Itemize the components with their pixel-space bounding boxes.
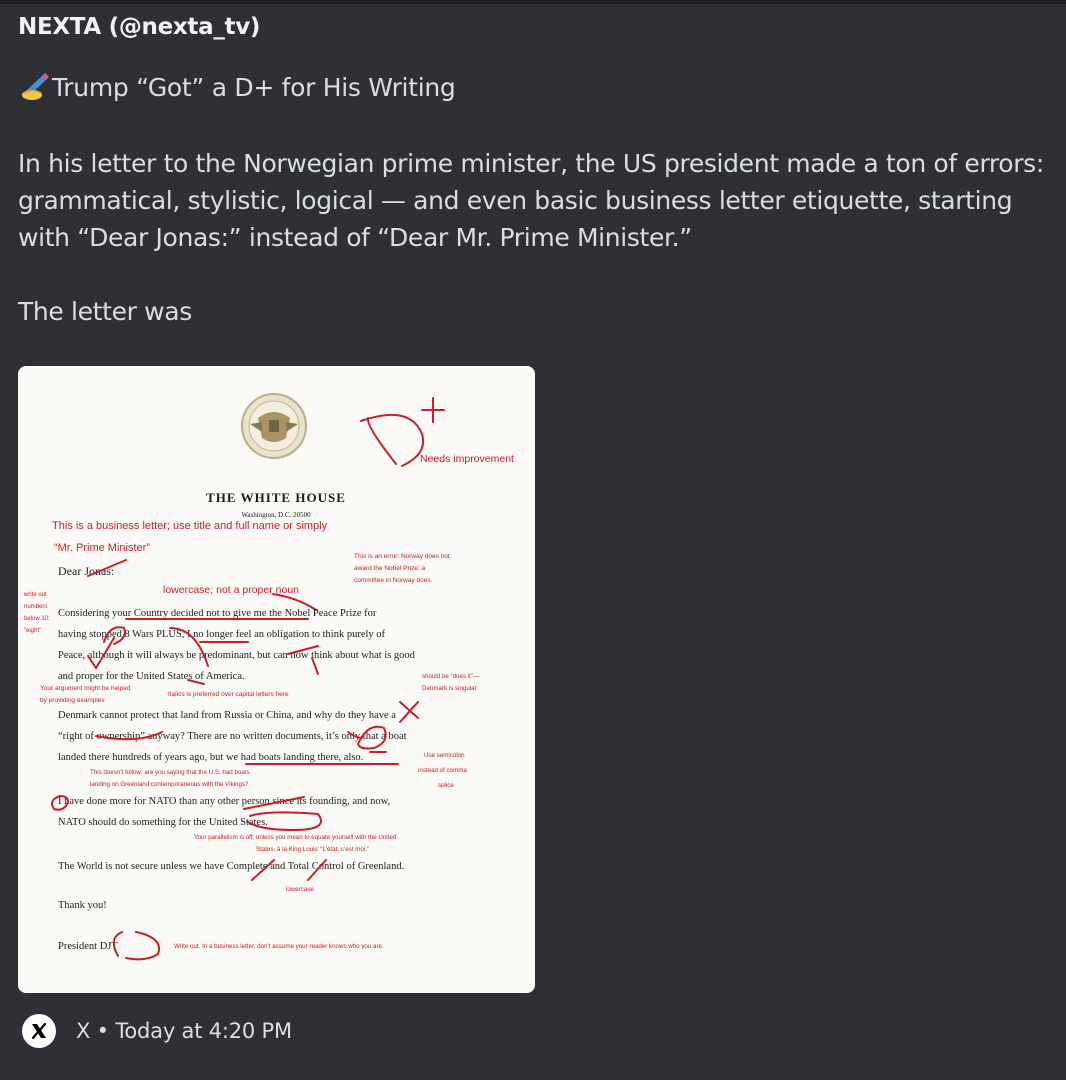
svg-text:lowercase; not a proper noun: lowercase; not a proper noun	[163, 584, 300, 596]
svg-text:should be “does it”—: should be “does it”—	[422, 673, 480, 680]
letter-signature: President DJT	[58, 941, 118, 952]
embed-description	[18, 145, 1048, 330]
embed-title-text: Trump “Got” a D+ for His Writing	[52, 73, 456, 102]
letter-location: Washington, D.C. 20500	[241, 511, 311, 519]
svg-text:award the Nobel Prize; a: award the Nobel Prize; a	[354, 565, 426, 572]
letter-line: I have done more for NATO than any other person since its founding, and now,	[58, 796, 391, 807]
svg-text:Your argument might be helped: Your argument might be helped	[40, 685, 131, 692]
presidential-seal-icon	[242, 394, 306, 458]
svg-text:“eight”: “eight”	[24, 628, 42, 634]
letter-line: “right of ownership” anyway? There are no written documents, it’s only that a boat	[58, 731, 407, 742]
letter-line: having stopped 8 Wars PLUS, I no longer feel an obligation to think purely of	[58, 629, 386, 640]
footer-timestamp: X • Today at 4:20 PM	[76, 1019, 292, 1043]
x-logo-icon	[22, 1014, 56, 1048]
note-business-letter: “Mr. Prime Minister”	[54, 542, 150, 554]
svg-text:landing on Greenland contempor: landing on Greenland contemporaneous with the Vikings?	[90, 781, 249, 788]
svg-text:Denmark is singular: Denmark is singular	[422, 685, 477, 692]
letter-line: Considering your Country decided not to give me the Nobel Peace Prize for	[58, 608, 377, 619]
svg-text:Write out. In a business lette: Write out. In a business letter, don’t assume your reader knows who you are.	[174, 943, 384, 950]
embed-title	[18, 72, 455, 102]
description-paragraph: The letter was	[18, 297, 192, 326]
letter-image[interactable]	[18, 366, 535, 993]
svg-text:write out: write out	[24, 592, 47, 598]
letter-line: Peace, although it will always be predominant, but can now think about what is good	[58, 650, 415, 661]
embed-author[interactable]: NEXTA (@nexta_tv)	[18, 14, 261, 40]
svg-text:lowercase: lowercase	[286, 886, 314, 893]
svg-text:Use semicolon: Use semicolon	[424, 752, 465, 759]
letter-line: NATO should do something for the United States.	[58, 817, 268, 828]
svg-text:by providing examples: by providing examples	[40, 697, 105, 704]
svg-text:Italics is preferred over capi: Italics is preferred over capital letters here	[168, 691, 289, 698]
svg-text:Your parallelism is off; unles: Your parallelism is off; unless you mean to equate yourself with the United	[194, 834, 397, 841]
letter-line: The World is not secure unless we have Complete and Total Control of Greenland.	[58, 861, 405, 872]
letter-line: and proper for the United States of America.	[58, 671, 245, 682]
svg-text:This is an error: Norway does: This is an error: Norway does not	[354, 553, 450, 560]
letter-line: Thank you!	[58, 900, 107, 911]
svg-text:instead of comma: instead of comma	[418, 767, 467, 774]
svg-text:numbers: numbers	[24, 604, 48, 610]
letter-graphic	[18, 366, 535, 993]
letter-line: landed there hundreds of years ago, but we had boats landing there, also.	[58, 752, 364, 763]
svg-text:splice: splice	[438, 782, 454, 789]
svg-text:This doesn’t follow; are you s: This doesn’t follow; are you saying that the U.S. had boats	[90, 769, 250, 776]
svg-text:committee in Norway does.: committee in Norway does.	[354, 577, 433, 584]
letter-header: THE WHITE HOUSE	[206, 490, 346, 505]
divider	[0, 0, 1066, 4]
embed-footer	[22, 1013, 292, 1049]
note-needs-improvement: Needs improvement	[420, 453, 514, 465]
letter-line: Denmark cannot protect that land from Russia or China, and why do they have a	[58, 710, 396, 721]
writing-hand-icon	[18, 72, 52, 102]
svg-text:below 10:: below 10:	[24, 616, 50, 622]
svg-text:States, à la King Louis’ “L’ét: States, à la King Louis’ “L’état, c’est moi.”	[256, 846, 369, 853]
note-business-letter: This is a business letter; use title and full name or simply	[52, 520, 328, 532]
letter-salutation: Dear Jonas:	[58, 564, 115, 578]
description-paragraph: In his letter to the Norwegian prime minister, the US president made a ton of errors: grammatical, stylistic, logical — and even basic business letter etiquette, starting with “Dear Jonas:” instead of “Dear Mr. Prime Minister.”	[18, 149, 1044, 252]
